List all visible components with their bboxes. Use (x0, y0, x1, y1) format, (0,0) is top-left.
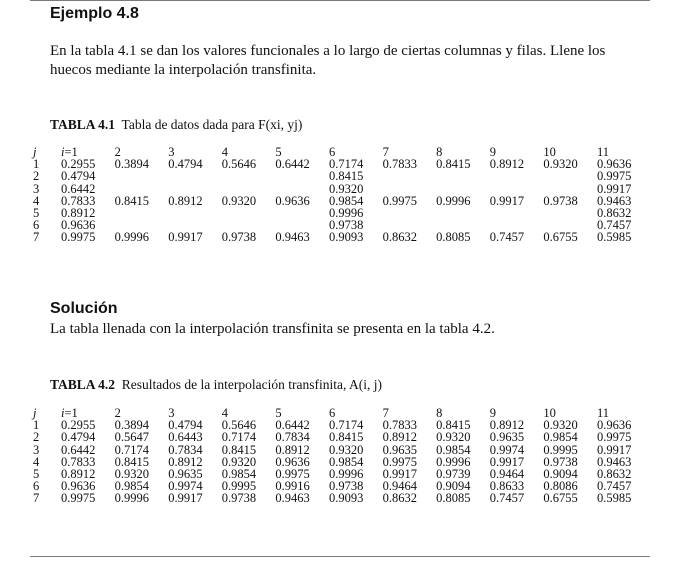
table-cell: 0.7174 (328, 418, 364, 433)
table-cell (275, 207, 329, 219)
table-cell: 0.9320 (221, 193, 257, 208)
column-header: 2 (114, 145, 121, 159)
table-cell: 0.9974 (489, 442, 525, 457)
table-cell: 0.9975 (596, 169, 632, 184)
table-cell: 0.9975 (596, 430, 632, 445)
column-header: 7 (382, 145, 389, 159)
column-header: 5 (275, 406, 282, 420)
table-cell: 0.9635 (382, 442, 417, 457)
table1-caption-label: TABLA 4.1 (50, 117, 116, 132)
table-cell: 0.9917 (596, 181, 632, 196)
row-header-label: j (33, 406, 37, 420)
table-cell: 0.6442 (61, 442, 96, 457)
row-index: 1 (33, 157, 40, 172)
table-cell: 0.9738 (328, 479, 364, 494)
table-cell: 0.9975 (382, 193, 417, 208)
table-cell: 0.9636 (275, 454, 310, 469)
table1-caption (50, 117, 302, 133)
table-cell: 0.9320 (543, 418, 578, 433)
row-header-label: j (33, 145, 37, 159)
table-cell: 0.9320 (543, 157, 578, 172)
table-row (33, 431, 651, 443)
table-cell: 0.9463 (275, 230, 310, 245)
table-cell (490, 207, 544, 219)
table-cell: 0.9917 (382, 467, 417, 482)
table-cell: 0.8086 (543, 479, 578, 494)
table-cell: 0.9975 (61, 491, 96, 506)
row-index: 4 (33, 193, 40, 208)
table-cell: 0.9917 (168, 491, 203, 506)
table-cell: 0.7457 (489, 491, 525, 506)
table-cell: 0.9996 (436, 193, 471, 208)
table-cell: 0.8415 (328, 430, 364, 445)
table-cell: 0.9094 (543, 467, 578, 482)
column-header: i=1 (61, 145, 78, 159)
table-cell (222, 183, 276, 195)
table-cell: 0.8085 (436, 230, 471, 245)
table-cell: 0.9738 (221, 230, 257, 245)
column-header: 10 (543, 406, 556, 420)
row-index: 6 (33, 218, 40, 233)
example-title: Ejemplo 4.8 (50, 5, 139, 22)
column-header: 4 (221, 145, 229, 159)
table-cell: 0.3894 (114, 418, 149, 433)
table-cell: 0.4794 (61, 430, 96, 445)
table-cell: 0.9917 (596, 442, 632, 457)
table-cell: 0.8415 (328, 169, 364, 184)
table-cell: 0.7833 (382, 157, 417, 172)
table-cell (490, 170, 544, 182)
table-cell: 0.7833 (382, 418, 417, 433)
row-index: 3 (33, 442, 40, 457)
table-cell: 0.9916 (275, 479, 310, 494)
table2 (33, 407, 651, 505)
table-cell: 0.9093 (328, 491, 364, 506)
column-header: 11 (596, 145, 609, 159)
column-header: 8 (436, 145, 443, 159)
table-cell: 0.9463 (275, 491, 310, 506)
column-header: 5 (275, 145, 282, 159)
table-cell: 0.9854 (436, 442, 471, 457)
table-cell: 0.2955 (61, 418, 96, 433)
table-row (33, 492, 651, 504)
table-cell: 0.9635 (168, 467, 203, 482)
table-cell (543, 170, 597, 182)
table-cell (275, 170, 329, 182)
table-cell: 0.3894 (114, 157, 149, 172)
column-header: 6 (328, 145, 336, 159)
table-cell: 0.9738 (221, 491, 257, 506)
table-cell: 0.5985 (596, 230, 632, 245)
table-cell: 0.9917 (168, 230, 203, 245)
table-cell: 0.9738 (543, 193, 578, 208)
table-cell: 0.9320 (221, 454, 257, 469)
table-cell: 0.8632 (382, 491, 417, 506)
table-cell: 0.9996 (114, 230, 149, 245)
table-cell: 0.8632 (596, 467, 632, 482)
row-index: 3 (33, 181, 40, 196)
table2-caption-label: TABLA 4.2 (50, 377, 116, 392)
table-cell: 0.7174 (221, 430, 257, 445)
table-row (33, 444, 651, 456)
table-cell (275, 183, 329, 195)
table-cell: 0.7457 (489, 230, 525, 245)
table-cell: 0.9636 (596, 157, 632, 172)
table-cell: 0.7833 (61, 193, 96, 208)
column-header: 7 (382, 406, 389, 420)
table-cell (543, 183, 597, 195)
table-cell (436, 170, 490, 182)
table-cell (436, 183, 490, 195)
table-cell: 0.4794 (61, 169, 96, 184)
column-header: 9 (489, 406, 496, 420)
table-cell: 0.6755 (543, 230, 578, 245)
row-index: 4 (33, 454, 40, 469)
table-cell: 0.4794 (168, 418, 203, 433)
table-cell: 0.9320 (114, 467, 149, 482)
solution-title: Solución (50, 300, 118, 317)
table-cell: 0.6442 (275, 157, 310, 172)
table-cell: 0.8415 (221, 442, 257, 457)
table-cell: 0.7834 (275, 430, 310, 445)
table-cell (168, 170, 222, 182)
table-cell: 0.9995 (543, 442, 578, 457)
table-row (33, 231, 651, 243)
table-cell: 0.9854 (328, 193, 364, 208)
row-index: 7 (33, 230, 40, 245)
table-cell: 0.9464 (382, 479, 417, 494)
table-cell: 0.6442 (275, 418, 310, 433)
column-header: 3 (168, 406, 175, 420)
table-cell: 0.9463 (596, 193, 632, 208)
table-cell: 0.9996 (114, 491, 149, 506)
table-cell: 0.5647 (114, 430, 149, 445)
table-cell: 0.7174 (114, 442, 149, 457)
table-cell: 0.7833 (61, 454, 96, 469)
table-cell: 0.6442 (61, 181, 96, 196)
table-cell: 0.4794 (168, 157, 203, 172)
table-cell: 0.9636 (596, 418, 632, 433)
table-cell: 0.9996 (328, 467, 364, 482)
table-cell (383, 207, 437, 219)
table-cell: 0.8415 (114, 193, 149, 208)
table-cell: 0.9975 (61, 230, 96, 245)
table-cell: 0.9975 (275, 467, 310, 482)
table-cell: 0.8912 (61, 206, 96, 221)
table-cell: 0.9854 (114, 479, 149, 494)
table-cell: 0.8415 (436, 157, 471, 172)
table-cell: 0.9093 (328, 230, 364, 245)
row-index: 5 (33, 467, 40, 482)
column-header: 6 (328, 406, 336, 420)
table-cell: 0.9463 (596, 454, 632, 469)
column-header: 9 (489, 145, 496, 159)
table-cell: 0.9974 (168, 479, 203, 494)
column-header: i=1 (61, 406, 78, 420)
table-cell: 0.8633 (489, 479, 525, 494)
table-cell (115, 170, 169, 182)
row-index: 5 (33, 206, 40, 221)
table-cell: 0.7174 (328, 157, 364, 172)
solution-paragraph: La tabla llenada con la interpolación transfinita se presenta en la tabla 4.2. (50, 321, 495, 337)
table-cell (168, 207, 222, 219)
table-cell: 0.9636 (61, 218, 96, 233)
table-cell: 0.8912 (382, 430, 417, 445)
table-cell (543, 207, 597, 219)
table-cell (436, 207, 490, 219)
table-cell: 0.8912 (61, 467, 96, 482)
table-cell: 0.8912 (168, 454, 203, 469)
table-cell: 0.8912 (168, 193, 203, 208)
column-header: 11 (596, 406, 609, 420)
row-index: 2 (33, 430, 40, 445)
column-header: 10 (543, 145, 556, 159)
table-cell: 0.9739 (436, 467, 471, 482)
top-rule (30, 0, 650, 1)
table-cell (168, 183, 222, 195)
table-cell: 0.9738 (328, 218, 364, 233)
row-index: 2 (33, 169, 40, 184)
table-cell: 0.9636 (275, 193, 310, 208)
table-cell: 0.8912 (489, 157, 525, 172)
table-cell: 0.9320 (328, 181, 364, 196)
table-cell: 0.9996 (436, 454, 471, 469)
table-cell (115, 183, 169, 195)
bottom-rule (30, 556, 650, 557)
table-cell: 0.9636 (61, 479, 96, 494)
table-cell: 0.5985 (596, 491, 632, 506)
table-row (33, 170, 651, 182)
column-header: 8 (436, 406, 443, 420)
table-cell: 0.9917 (489, 193, 525, 208)
table-cell (222, 207, 276, 219)
table-cell: 0.7457 (596, 479, 632, 494)
table-cell (383, 170, 437, 182)
table-cell: 0.8632 (596, 206, 632, 221)
table-cell: 0.5646 (221, 157, 257, 172)
table-cell (383, 183, 437, 195)
table1-caption-text: Tabla de datos dada para F(xi, yj) (121, 117, 303, 132)
column-header: 4 (221, 406, 229, 420)
table-cell (222, 170, 276, 182)
table-cell: 0.9996 (328, 206, 364, 221)
table-cell: 0.9320 (328, 442, 364, 457)
table1 (33, 146, 651, 244)
row-index: 1 (33, 418, 40, 433)
table-cell: 0.8415 (436, 418, 471, 433)
intro-paragraph: En la tabla 4.1 se dan los valores funcionales a lo largo de ciertas columnas y filas. Llene los huecos mediante la interpolación transfinita. (50, 43, 606, 78)
table-cell: 0.8415 (114, 454, 149, 469)
table-cell: 0.8632 (382, 230, 417, 245)
table-cell: 0.2955 (61, 157, 96, 172)
table-cell: 0.9464 (489, 467, 525, 482)
table-cell: 0.7834 (168, 442, 203, 457)
table2-caption (50, 377, 382, 393)
table-cell: 0.9854 (221, 467, 257, 482)
table-cell: 0.9854 (328, 454, 364, 469)
table-cell: 0.9635 (489, 430, 525, 445)
table-cell: 0.5646 (221, 418, 257, 433)
table-cell: 0.9094 (436, 479, 471, 494)
column-header: 3 (168, 145, 175, 159)
column-header: 2 (114, 406, 121, 420)
row-index: 7 (33, 491, 40, 506)
row-index: 6 (33, 479, 40, 494)
table-cell: 0.9975 (382, 454, 417, 469)
table-cell: 0.8912 (275, 442, 310, 457)
table-cell: 0.7457 (596, 218, 632, 233)
table-cell: 0.8912 (489, 418, 525, 433)
table-cell: 0.9320 (436, 430, 471, 445)
table-cell: 0.9738 (543, 454, 578, 469)
table-cell: 0.6443 (168, 430, 203, 445)
table-cell (490, 183, 544, 195)
table-cell (115, 207, 169, 219)
table2-caption-text: Resultados de la interpolación transfinita, A(i, j) (121, 377, 382, 392)
table-cell: 0.8085 (436, 491, 471, 506)
table-cell: 0.6755 (543, 491, 578, 506)
table-row (33, 183, 651, 195)
table-cell: 0.9917 (489, 454, 525, 469)
table-cell: 0.9995 (221, 479, 257, 494)
table-cell: 0.9854 (543, 430, 578, 445)
